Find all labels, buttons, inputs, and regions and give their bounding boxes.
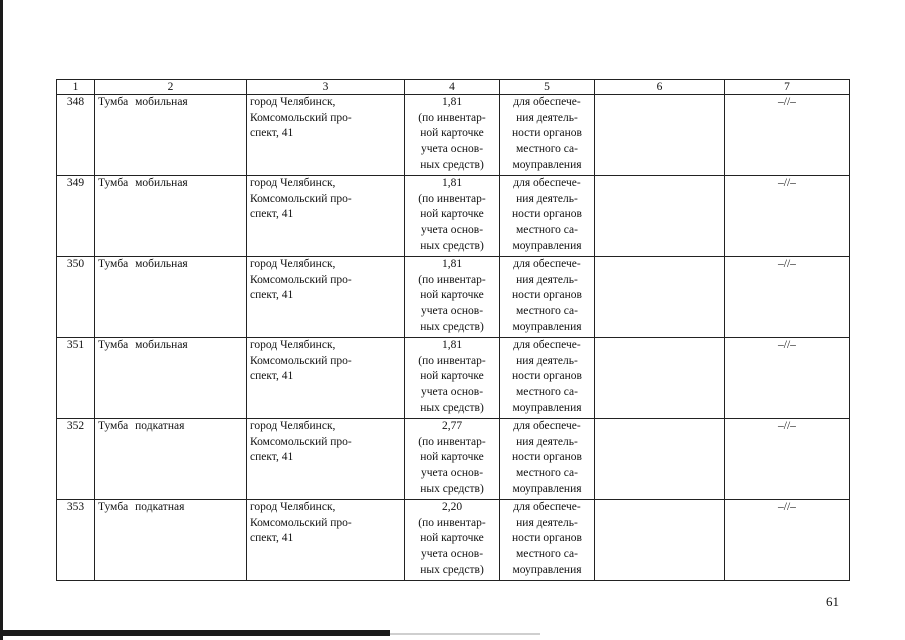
value-line: 1,81 xyxy=(441,339,463,351)
ditto-mark-cell: –//– xyxy=(725,500,850,581)
row-number-cell: 352 xyxy=(57,419,95,500)
page-number: 61 xyxy=(826,594,839,609)
purpose-line: ния деятель- xyxy=(516,111,578,124)
value-line: 1,81 xyxy=(441,258,463,270)
address-cell xyxy=(247,500,405,581)
column-header: 4 xyxy=(405,80,500,95)
table-row xyxy=(57,257,850,338)
table-row xyxy=(57,95,850,176)
address-line: спект, 41 xyxy=(250,289,294,302)
column-6-cell xyxy=(595,176,725,257)
purpose-line: моуправления xyxy=(512,563,582,576)
item-name-cell: Тумба мобильная xyxy=(95,257,247,338)
value-line: 1,81 xyxy=(441,177,463,189)
purpose-line: местного са- xyxy=(516,467,578,480)
value-line: ной карточке xyxy=(420,532,484,545)
purpose-line: местного са- xyxy=(516,386,578,399)
address-cell xyxy=(247,419,405,500)
address-line: спект, 41 xyxy=(250,532,294,545)
purpose-line: для обеспече- xyxy=(513,177,581,189)
item-name-cell: Тумба мобильная xyxy=(95,95,247,176)
purpose-line: местного са- xyxy=(516,224,578,237)
value-line: 2,20 xyxy=(441,501,463,513)
purpose-cell xyxy=(500,176,595,257)
column-6-cell xyxy=(595,419,725,500)
inventory-table xyxy=(56,79,850,581)
address-line: спект, 41 xyxy=(250,451,294,464)
column-header: 2 xyxy=(95,80,247,95)
ditto-mark-cell: –//– xyxy=(725,95,850,176)
value-cell xyxy=(405,419,500,500)
purpose-cell xyxy=(500,500,595,581)
value-line: ной карточке xyxy=(420,208,484,221)
value-line: учета основ- xyxy=(420,548,484,561)
purpose-line: ности органов xyxy=(511,532,582,545)
purpose-line: ности органов xyxy=(511,127,582,140)
scan-bottom-edge xyxy=(0,630,390,636)
value-cell xyxy=(405,500,500,581)
value-line: (по инвентар- xyxy=(418,516,486,529)
purpose-line: ния деятель- xyxy=(516,273,578,286)
address-line: город Челябинск, xyxy=(250,177,336,189)
address-line: город Челябинск, xyxy=(250,96,336,108)
item-name-cell: Тумба мобильная xyxy=(95,338,247,419)
address-cell xyxy=(247,338,405,419)
value-cell xyxy=(405,338,500,419)
purpose-line: для обеспече- xyxy=(513,96,581,108)
table-row xyxy=(57,419,850,500)
column-header: 5 xyxy=(500,80,595,95)
value-line: 2,77 xyxy=(441,420,463,432)
address-cell xyxy=(247,257,405,338)
purpose-line: ности органов xyxy=(511,208,582,221)
item-name-cell: Тумба подкатная xyxy=(95,419,247,500)
value-line: ных средств) xyxy=(420,563,484,576)
address-line: Комсомольский про- xyxy=(250,435,352,448)
ditto-mark-cell: –//– xyxy=(725,419,850,500)
value-line: ной карточке xyxy=(420,289,484,302)
address-cell xyxy=(247,95,405,176)
value-line: учета основ- xyxy=(420,224,484,237)
purpose-cell xyxy=(500,338,595,419)
purpose-line: для обеспече- xyxy=(513,501,581,513)
purpose-line: для обеспече- xyxy=(513,339,581,351)
column-header: 7 xyxy=(725,80,850,95)
value-line: учета основ- xyxy=(420,143,484,156)
purpose-line: ности органов xyxy=(511,289,582,302)
purpose-line: ности органов xyxy=(511,370,582,383)
table-row xyxy=(57,176,850,257)
address-line: Комсомольский про- xyxy=(250,354,352,367)
purpose-cell xyxy=(500,419,595,500)
value-line: ных средств) xyxy=(420,320,484,333)
value-line: учета основ- xyxy=(420,467,484,480)
header-row xyxy=(57,80,850,95)
column-header: 1 xyxy=(57,80,95,95)
purpose-line: для обеспече- xyxy=(513,258,581,270)
value-line: учета основ- xyxy=(420,305,484,318)
row-number-cell: 353 xyxy=(57,500,95,581)
purpose-line: моуправления xyxy=(512,320,582,333)
table-body xyxy=(57,95,850,581)
purpose-cell xyxy=(500,257,595,338)
address-line: Комсомольский про- xyxy=(250,111,352,124)
address-line: спект, 41 xyxy=(250,127,294,140)
purpose-line: местного са- xyxy=(516,143,578,156)
value-line: (по инвентар- xyxy=(418,435,486,448)
column-6-cell xyxy=(595,500,725,581)
item-name-cell: Тумба мобильная xyxy=(95,176,247,257)
value-cell xyxy=(405,257,500,338)
table-row xyxy=(57,338,850,419)
value-line: ных средств) xyxy=(420,239,484,252)
row-number-cell: 349 xyxy=(57,176,95,257)
value-line: (по инвентар- xyxy=(418,354,486,367)
column-header: 3 xyxy=(247,80,405,95)
value-cell xyxy=(405,176,500,257)
value-line: ных средств) xyxy=(420,158,484,171)
purpose-line: ния деятель- xyxy=(516,516,578,529)
purpose-line: для обеспече- xyxy=(513,420,581,432)
purpose-line: моуправления xyxy=(512,482,582,495)
ditto-mark-cell: –//– xyxy=(725,257,850,338)
address-line: спект, 41 xyxy=(250,370,294,383)
value-line: ной карточке xyxy=(420,127,484,140)
value-line: ных средств) xyxy=(420,482,484,495)
scan-left-edge xyxy=(0,0,3,640)
purpose-line: ния деятель- xyxy=(516,192,578,205)
purpose-line: моуправления xyxy=(512,401,582,414)
value-line: (по инвентар- xyxy=(418,273,486,286)
value-line: 1,81 xyxy=(441,96,463,108)
value-line: ной карточке xyxy=(420,451,484,464)
address-line: спект, 41 xyxy=(250,208,294,221)
ditto-mark-cell: –//– xyxy=(725,176,850,257)
address-line: Комсомольский про- xyxy=(250,516,352,529)
column-6-cell xyxy=(595,95,725,176)
purpose-line: ности органов xyxy=(511,451,582,464)
address-line: город Челябинск, xyxy=(250,339,336,351)
table-row xyxy=(57,500,850,581)
value-line: (по инвентар- xyxy=(418,192,486,205)
value-line: учета основ- xyxy=(420,386,484,399)
purpose-line: ния деятель- xyxy=(516,435,578,448)
purpose-line: моуправления xyxy=(512,158,582,171)
row-number-cell: 351 xyxy=(57,338,95,419)
row-number-cell: 350 xyxy=(57,257,95,338)
value-cell xyxy=(405,95,500,176)
purpose-line: моуправления xyxy=(512,239,582,252)
address-line: город Челябинск, xyxy=(250,501,336,513)
column-6-cell xyxy=(595,338,725,419)
purpose-line: ния деятель- xyxy=(516,354,578,367)
purpose-cell xyxy=(500,95,595,176)
value-line: (по инвентар- xyxy=(418,111,486,124)
item-name-cell: Тумба подкатная xyxy=(95,500,247,581)
address-line: Комсомольский про- xyxy=(250,273,352,286)
scan-bottom-edge-faint xyxy=(390,633,540,635)
value-line: ных средств) xyxy=(420,401,484,414)
purpose-line: местного са- xyxy=(516,305,578,318)
ditto-mark-cell: –//– xyxy=(725,338,850,419)
column-header: 6 xyxy=(595,80,725,95)
address-line: город Челябинск, xyxy=(250,258,336,270)
address-cell xyxy=(247,176,405,257)
row-number-cell: 348 xyxy=(57,95,95,176)
column-6-cell xyxy=(595,257,725,338)
purpose-line: местного са- xyxy=(516,548,578,561)
address-line: город Челябинск, xyxy=(250,420,336,432)
address-line: Комсомольский про- xyxy=(250,192,352,205)
value-line: ной карточке xyxy=(420,370,484,383)
